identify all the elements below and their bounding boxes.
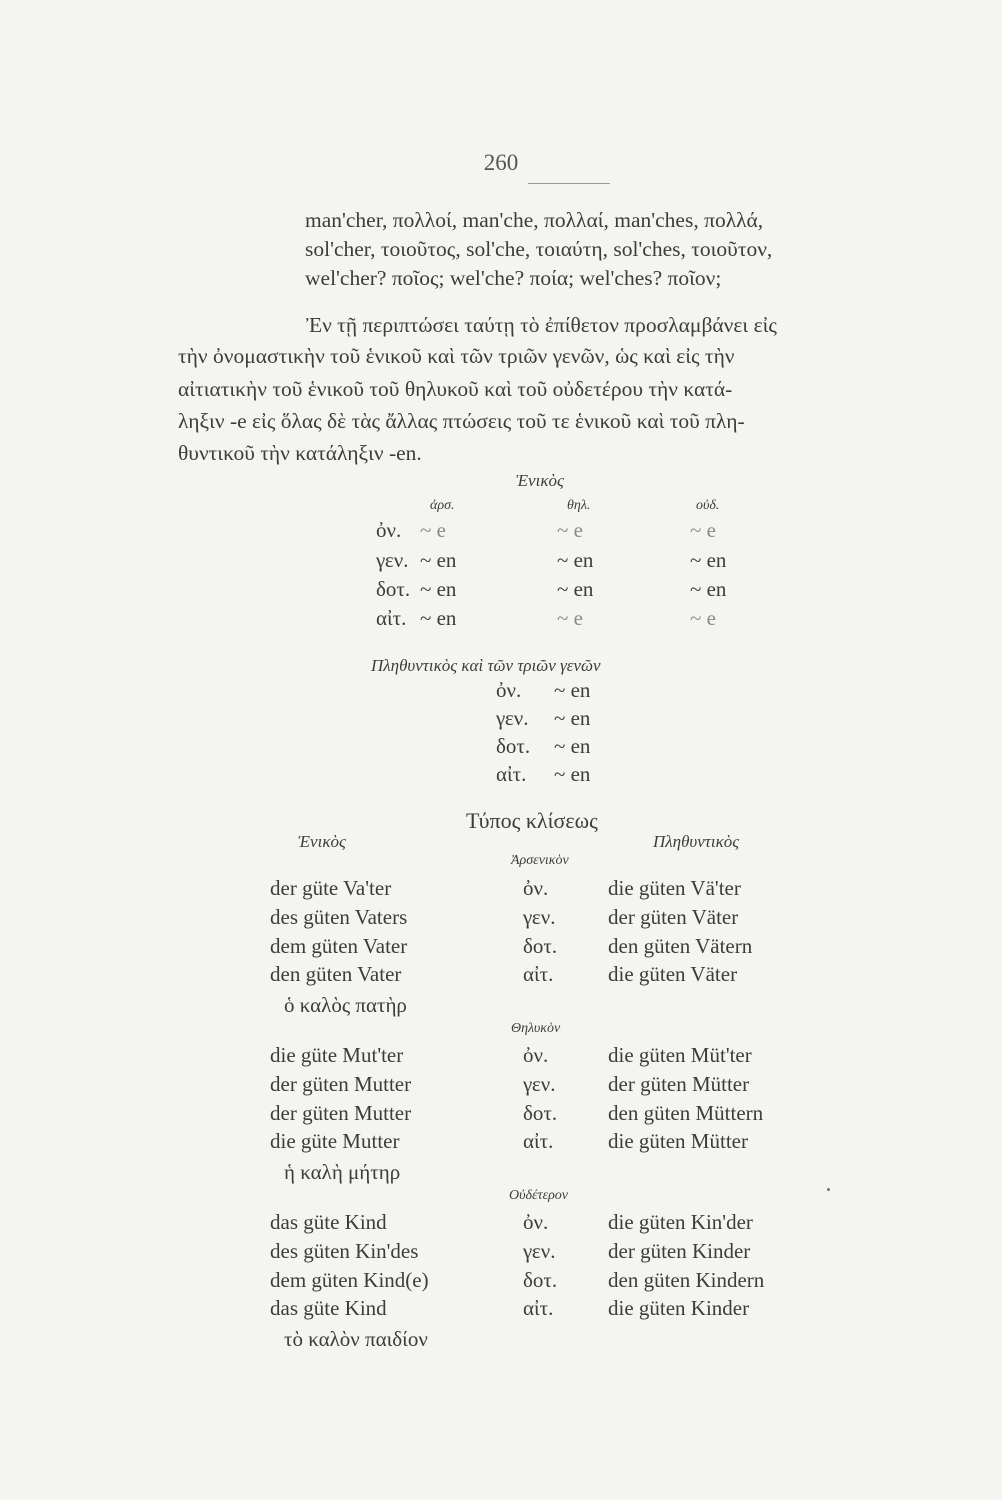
ending-cell: ~ en — [557, 577, 594, 601]
paragraph-line: τὴν ὀνομαστικὴν τοῦ ἑνικοῦ καὶ τῶν τριῶν γενῶν, ὡς καὶ εἰς τὴν — [178, 344, 735, 368]
ending-cell: ~ e — [420, 518, 446, 542]
plural-table-title: Πληθυντικὸς καὶ τῶν τριῶν γενῶν — [371, 656, 601, 675]
header-masc: ἀρσ. — [430, 498, 455, 513]
case-label: γεν. — [496, 706, 529, 730]
ending-cell: ~ en — [420, 548, 457, 572]
case-label: δοτ. — [496, 734, 531, 758]
singular-form: dem güten Vater — [270, 934, 408, 958]
singular-form: die güte Mut'ter — [270, 1043, 404, 1067]
case-label: δοτ. — [523, 1101, 558, 1125]
singular-form: das güte Kind — [270, 1210, 387, 1234]
ending-cell: ~ en — [554, 678, 591, 702]
case-label: γεν. — [523, 1072, 556, 1096]
singular-form: der güten Mutter — [270, 1101, 412, 1125]
singular-table-title: Ἑνικὸς — [516, 471, 564, 490]
translation: ὁ καλὸς πατὴρ — [284, 993, 407, 1017]
header-fem: θηλ. — [567, 498, 591, 513]
case-label: γεν. — [523, 905, 556, 929]
translation: ἡ καλὴ μήτηρ — [284, 1160, 401, 1184]
singular-form: des güten Vaters — [270, 905, 408, 929]
plural-form: die güten Vä'ter — [608, 876, 741, 900]
plural-form: die güten Kin'der — [608, 1210, 753, 1234]
paragraph-line: θυντικοῦ τὴν κατάληξιν -en. — [178, 441, 422, 465]
case-label: ὀν. — [523, 876, 549, 900]
page-number: 260 — [483, 150, 519, 175]
singular-form: der güte Va'ter — [270, 876, 392, 900]
plural-form: der güten Väter — [608, 905, 739, 929]
header-rule — [528, 183, 610, 184]
case-label: γεν. — [376, 548, 409, 572]
case-label: αἰτ. — [523, 1129, 554, 1153]
ending-cell: ~ en — [420, 606, 457, 630]
singular-form: der güten Mutter — [270, 1072, 412, 1096]
ending-cell: ~ en — [690, 577, 727, 601]
plural-form: der güten Kinder — [608, 1239, 751, 1263]
ending-cell: ~ en — [554, 762, 591, 786]
plural-form: den güten Müttern — [608, 1101, 764, 1125]
plural-label: Πληθυντικὸς — [653, 832, 740, 851]
case-label: δοτ. — [376, 577, 411, 601]
intro-line: sol'cher, τοιοῦτος, sol'che, τοιαύτη, sol'ches, τοιοῦτον, — [305, 237, 773, 261]
ending-cell: ~ en — [554, 706, 591, 730]
singular-form: die güte Mutter — [270, 1129, 400, 1153]
gender-label: Ἀρσενικὸν — [511, 853, 569, 868]
ending-cell: ~ en — [557, 548, 594, 572]
singular-label: Ἑνικὸς — [298, 832, 346, 851]
case-label: αἰτ. — [376, 606, 407, 630]
ending-cell: ~ e — [690, 518, 716, 542]
ending-cell: ~ en — [420, 577, 457, 601]
plural-form: die güten Müt'ter — [608, 1043, 752, 1067]
singular-form: dem güten Kind(e) — [270, 1268, 429, 1292]
case-label: αἰτ. — [523, 1296, 554, 1320]
case-label: δοτ. — [523, 1268, 558, 1292]
paragraph-line: ληξιν -e εἰς ὅλας δὲ τὰς ἄλλας πτώσεις τοῦ τε ἑνικοῦ καὶ τοῦ πλη- — [178, 409, 745, 433]
intro-line: man'cher, πολλοί, man'che, πολλαί, man'ches, πολλά, — [305, 208, 764, 232]
intro-line: wel'cher? ποῖος; wel'che? ποία; wel'ches? ποῖον; — [305, 266, 722, 290]
ending-cell: ~ en — [690, 548, 727, 572]
case-label: γεν. — [523, 1239, 556, 1263]
case-label: ὀν. — [523, 1043, 549, 1067]
plural-form: den güten Kindern — [608, 1268, 765, 1292]
declension-title: Τύπος κλίσεως — [466, 808, 598, 833]
ending-cell: ~ e — [557, 518, 583, 542]
plural-form: die güten Kinder — [608, 1296, 750, 1320]
case-label: ὀν. — [496, 678, 522, 702]
plural-form: die güten Mütter — [608, 1129, 748, 1153]
header-neut: οὐδ. — [696, 498, 720, 513]
plural-form: der güten Mütter — [608, 1072, 750, 1096]
case-label: αἰτ. — [496, 762, 527, 786]
case-label: αἰτ. — [523, 962, 554, 986]
ending-cell: ~ e — [690, 606, 716, 630]
singular-form: den güten Vater — [270, 962, 402, 986]
plural-form: die güten Väter — [608, 962, 738, 986]
print-speck — [827, 1188, 830, 1191]
ending-cell: ~ en — [554, 734, 591, 758]
translation: τὸ καλὸν παιδίον — [284, 1327, 428, 1351]
gender-label: Θηλυκὸν — [511, 1021, 561, 1036]
paragraph-line: Ἐν τῇ περιπτώσει ταύτῃ τὸ ἐπίθετον προσλαμβάνει εἰς — [306, 313, 777, 337]
case-label: δοτ. — [523, 934, 558, 958]
case-label: ὀν. — [523, 1210, 549, 1234]
singular-form: das güte Kind — [270, 1296, 387, 1320]
ending-cell: ~ e — [557, 606, 583, 630]
case-label: ὀν. — [376, 518, 402, 542]
paragraph-line: αἰτιατικὴν τοῦ ἑνικοῦ τοῦ θηλυκοῦ καὶ τοῦ οὐδετέρου τὴν κατά- — [178, 377, 733, 401]
gender-label: Οὐδέτερον — [509, 1188, 569, 1203]
plural-form: den güten Vätern — [608, 934, 753, 958]
singular-form: des güten Kin'des — [270, 1239, 419, 1263]
